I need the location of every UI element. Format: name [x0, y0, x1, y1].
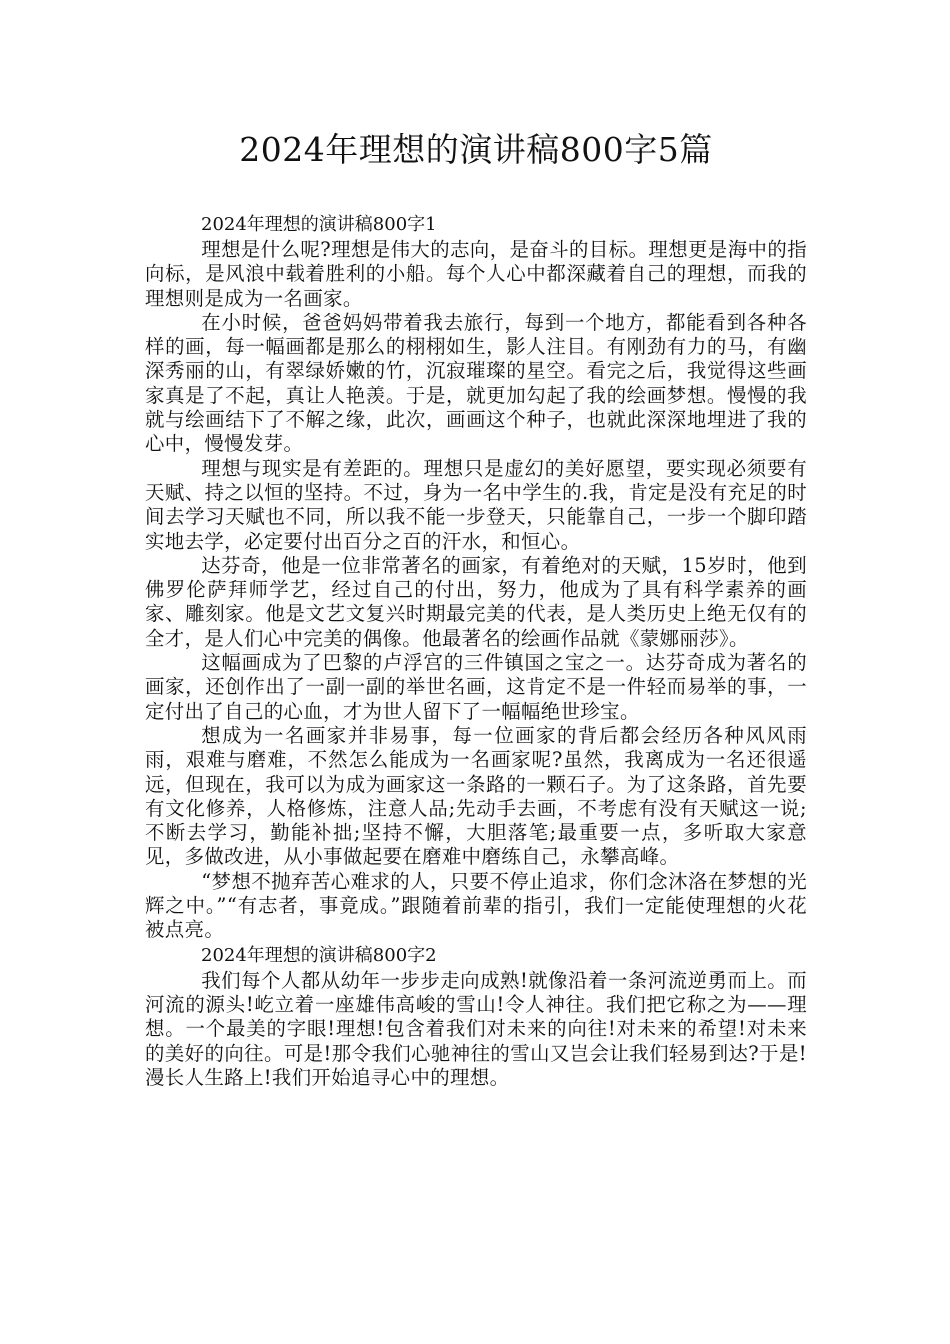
paragraph: 达芬奇，他是一位非常著名的画家，有着绝对的天赋，15岁时，他到佛罗伦萨拜师学艺，经过自己的付出，努力，他成为了具有科学素养的画家、雕刻家。他是文艺文复兴时期最完美的代表，是人类历史上绝无仅有的全才，是人们心中完美的偶像。他最著名的绘画作品就《蒙娜丽莎》。: [145, 553, 807, 650]
document-title: 2024年理想的演讲稿800字5篇: [239, 130, 713, 169]
paragraph: 理想与现实是有差距的。理想只是虚幻的美好愿望，要实现必须要有天赋、持之以恒的坚持。不过，身为一名中学生的.我，肯定是没有充足的时间去学习天赋也不同，所以我不能一步登天，只能靠自己，一步一个脚印踏实地去学，必定要付出百分之百的汗水，和恒心。: [145, 456, 807, 553]
document-page: [145, 128, 807, 1090]
paragraph: 我们每个人都从幼年一步步走向成熟!就像沿着一条河流逆勇而上。而河流的源头!屹立着一座雄伟高峻的雪山!令人神往。我们把它称之为——理想。一个最美的字眼!理想!包含着我们对未来的向往!对未来的希望!对未来的美好的向往。可是!那令我们心驰神往的雪山又岂会让我们轻易到达?于是!漫长人生路上!我们开始追寻心中的理想。: [145, 968, 807, 1089]
paragraph: 这幅画成为了巴黎的卢浮宫的三件镇国之宝之一。达芬奇成为著名的画家，还创作出了一副一副的举世名画，这肯定不是一件轻而易举的事，一定付出了自己的心血，才为世人留下了一幅幅绝世珍宝。: [145, 651, 807, 723]
paragraph: “梦想不抛弃苦心难求的人，只要不停止追求，你们念沐洛在梦想的光辉之中。”“有志者，事竟成。”跟随着前辈的指引，我们一定能使理想的火花被点亮。: [145, 869, 807, 942]
speech-section-2: [145, 943, 807, 1090]
section-heading: 2024年理想的演讲稿800字2: [201, 944, 437, 966]
paragraph: 想成为一名画家并非易事，每一位画家的背后都会经历各种风风雨雨，艰难与磨难，不然怎么能成为一名画家呢?虽然，我离成为一名还很遥远，但现在，我可以为成为画家这一条路的一颗石子。为了这条路，首先要有文化修养，人格修炼，注意人品;先动手去画，不考虑有没有天赋这一说;不断去学习，勤能补拙;坚持不懈，大胆落笔;最重要一点，多听取大家意见，多做改进，从小事做起要在磨难中磨练自己，永攀高峰。: [145, 723, 807, 869]
paragraph: 在小时候，爸爸妈妈带着我去旅行，每到一个地方，都能看到各种各样的画，每一幅画都是那么的栩栩如生，影人注目。有刚劲有力的马，有幽深秀丽的山，有翠绿娇嫩的竹，沉寂璀璨的星空。看完之后，我觉得这些画家真是了不起，真让人艳羡。于是，就更加勾起了我的绘画梦想。慢慢的我就与绘画结下了不解之缘，此次，画画这个种子，也就此深深地埋进了我的心中，慢慢发芽。: [145, 310, 807, 456]
paragraph: 理想是什么呢?理想是伟大的志向，是奋斗的目标。理想更是海中的指向标，是风浪中载着胜利的小船。每个人心中都深藏着自己的理想，而我的理想则是成为一名画家。: [145, 238, 807, 310]
section-heading: 2024年理想的演讲稿800字1: [201, 214, 437, 235]
speech-section-1: [145, 212, 807, 943]
